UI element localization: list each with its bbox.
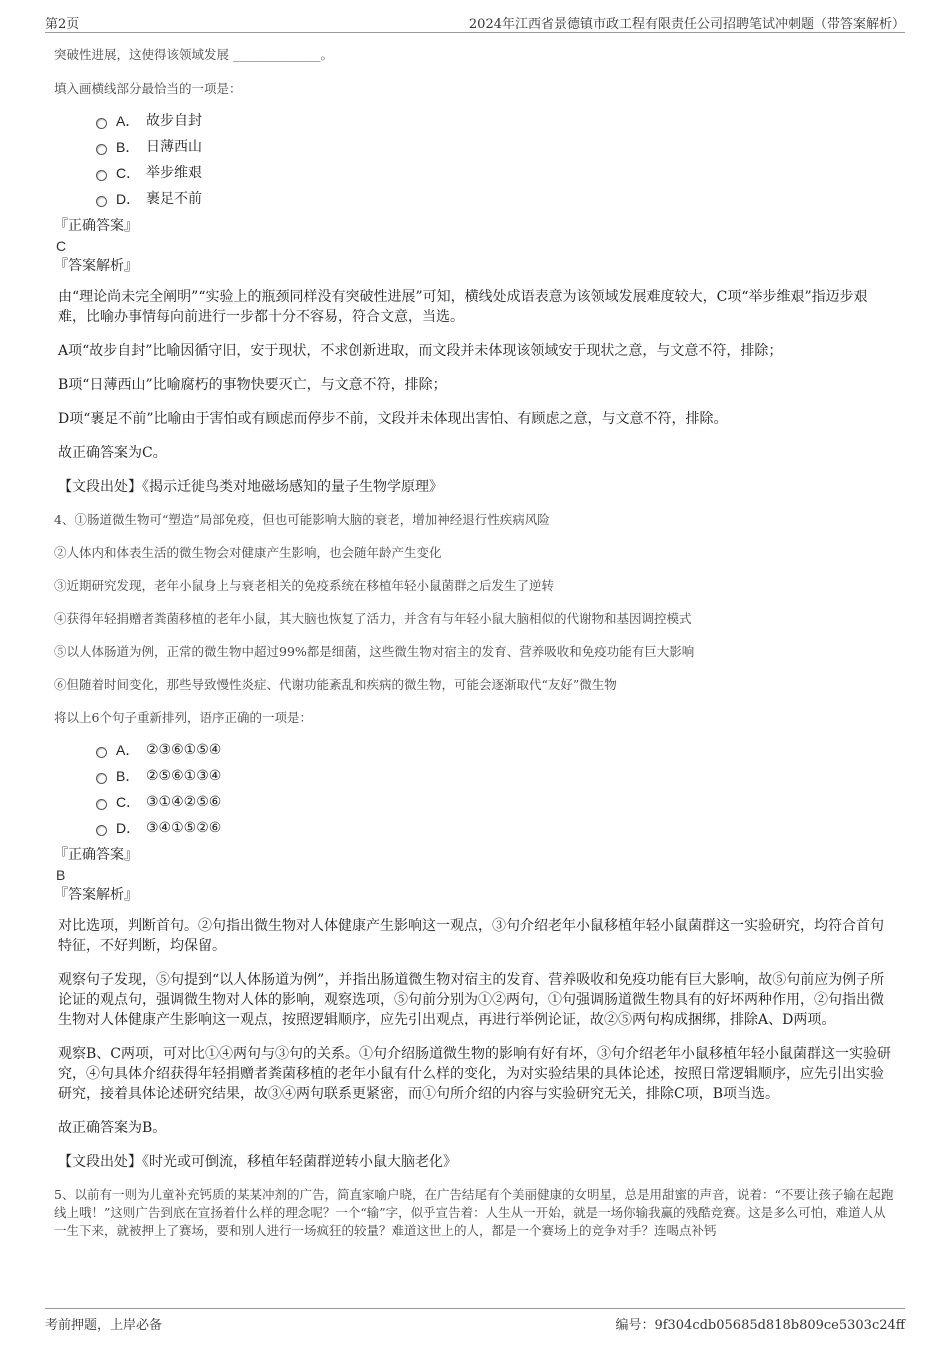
q3-options bbox=[96, 108, 894, 212]
option-letter: D． bbox=[116, 820, 141, 836]
option-letter: D． bbox=[116, 191, 141, 207]
q4-analysis-p3: 观察B、C两项，可对比①④两句与③句的关系。①句介绍肠道微生物的影响有好有坏，③句介绍老年小鼠移植年轻小鼠菌群这一实验研究，④句具体介绍获得年轻捐赠者粪菌移植的老年小鼠有什么样的变化，为对实验结果的具体论述，按照日常逻辑顺序，应先引出实验研究，接着具体论述研究结果，故③④两句联系更紧密，而①句所介绍的内容与实验研究无关，排除C项，B项当选。 bbox=[58, 1046, 891, 1102]
radio-button-icon[interactable] bbox=[96, 747, 107, 758]
option-text: ②③⑥①⑤④ bbox=[146, 742, 222, 758]
option-letter: B． bbox=[116, 139, 140, 155]
option-text: 裹足不前 bbox=[146, 191, 202, 207]
q4-options bbox=[96, 737, 894, 841]
radio-button-icon[interactable] bbox=[96, 773, 107, 784]
q4-answer-label: 『正确答案』 bbox=[54, 847, 138, 863]
q3-answer-label: 『正确答案』 bbox=[54, 218, 138, 234]
q5-text: 5、以前有一则为儿童补充钙质的某某冲剂的广告，简直家喻户晓，在广告结尾有个美丽健康的女明星，总是用甜蜜的声音，说着：“不要让孩子输在起跑线上哦！”这则广告到底在宣扬着什么样的理念呢？一个“输”字，似乎宣告着：人生从一开始，就是一场你输我赢的残酷竞赛。这是多么可怕，难道人从一生下来，就被押上了赛场，要和别人进行一场疯狂的较量？难道这世上的人，都是一个赛场上的竞争对手？连喝点补钙 bbox=[54, 1187, 894, 1238]
q3-analysis-p4: D项“裹足不前”比喻由于害怕或有顾虑而停步不前，文段并未体现出害怕、有顾虑之意，与文意不符，排除。 bbox=[58, 411, 728, 427]
option-letter: C． bbox=[116, 794, 141, 810]
q4-option-d[interactable] bbox=[96, 815, 894, 841]
q3-option-d[interactable] bbox=[96, 186, 894, 212]
radio-button-icon[interactable] bbox=[96, 799, 107, 810]
q4-analysis-p2: 观察句子发现，⑤句提到“以人体肠道为例”，并指出肠道微生物对宿主的发育、营养吸收和免疫功能有巨大影响，故⑤句前应为例子所论证的观点句，强调微生物对人体的影响，观察选项，⑤句前分别为①②两句，①句强调肠道微生物具有的好坏两种作用，②句指出微生物对人体健康产生影响这一观点，按照逻辑顺序，应先引出观点，再进行举例论证，故②⑤两句构成捆绑，排除A、D两项。 bbox=[58, 972, 885, 1028]
q4-source: 【文段出处】《时光或可倒流，移植年轻菌群逆转小鼠大脑老化》 bbox=[58, 1154, 457, 1170]
q4-sentence-1: 4、①肠道微生物可“塑造”局部免疫，但也可能影响大脑的衰老，增加神经退行性疾病风险 bbox=[54, 512, 550, 527]
footer-slogan: 考前押题，上岸必备 bbox=[45, 1318, 163, 1333]
q3-prompt: 填入画横线部分最恰当的一项是： bbox=[54, 81, 242, 96]
q3-analysis-label: 『答案解析』 bbox=[54, 258, 138, 274]
option-text: 故步自封 bbox=[146, 113, 202, 129]
option-letter: A． bbox=[116, 113, 140, 129]
q4-option-b[interactable] bbox=[96, 763, 894, 789]
radio-button-icon[interactable] bbox=[96, 144, 107, 155]
option-text: 举步维艰 bbox=[146, 165, 202, 181]
q3-stem-tail: 突破性进展，这使得该领域发展 ______________。 bbox=[54, 47, 333, 62]
q4-analysis-label: 『答案解析』 bbox=[54, 887, 138, 903]
q3-analysis-p1: 由“理论尚未完全阐明”“实验上的瓶颈同样没有突破性进展”可知，横线处成语表意为该领域发展难度较大，C项“举步维艰”指迈步艰难，比喻办事情每向前进行一步都十分不容易，符合文意，当选。 bbox=[58, 289, 868, 325]
q3-option-b[interactable] bbox=[96, 134, 894, 160]
q4-sentence-4: ④获得年轻捐赠者粪菌移植的老年小鼠，其大脑也恢复了活力，并含有与年轻小鼠大脑相似的代谢物和基因调控模式 bbox=[54, 611, 692, 626]
option-letter: B． bbox=[116, 768, 140, 784]
option-letter: A． bbox=[116, 742, 140, 758]
q4-sentence-2: ②人体内和体表生活的微生物会对健康产生影响，也会随年龄产生变化 bbox=[54, 545, 442, 560]
q3-analysis-p2: A项“故步自封”比喻因循守旧，安于现状，不求创新进取，而文段并未体现该领域安于现状之意，与文意不符，排除； bbox=[58, 343, 783, 359]
option-letter: C． bbox=[116, 165, 141, 181]
q4-analysis-p4: 故正确答案为B。 bbox=[58, 1120, 167, 1136]
q3-source: 【文段出处】《揭示迁徙鸟类对地磁场感知的量子生物学原理》 bbox=[58, 479, 443, 495]
q4-analysis-p1: 对比选项，判断首句。②句指出微生物对人体健康产生影响这一观点，③句介绍老年小鼠移植年轻小鼠菌群这一实验研究，均符合首句特征，不好判断，均保留。 bbox=[58, 918, 884, 954]
q4-answer: B bbox=[56, 867, 66, 883]
option-text: ③①④②⑤⑥ bbox=[146, 794, 222, 810]
q4-sentence-5: ⑤以人体肠道为例，正常的微生物中超过99%都是细菌，这些微生物对宿主的发育、营养吸收和免疫功能有巨大影响 bbox=[54, 644, 695, 659]
q3-analysis-p3: B项“日薄西山”比喻腐朽的事物快要灭亡，与文意不符，排除； bbox=[58, 377, 447, 393]
page-number: 第2页 bbox=[45, 17, 80, 32]
q4-sentence-3: ③近期研究发现，老年小鼠身上与衰老相关的免疫系统在移植年轻小鼠菌群之后发生了逆转 bbox=[54, 578, 555, 593]
option-text: 日薄西山 bbox=[146, 139, 202, 155]
radio-button-icon[interactable] bbox=[96, 118, 107, 129]
radio-button-icon[interactable] bbox=[96, 196, 107, 207]
option-text: ③④①⑤②⑥ bbox=[146, 820, 222, 836]
page-header bbox=[45, 10, 905, 33]
option-text: ②⑤⑥①③④ bbox=[146, 768, 222, 784]
page-footer bbox=[45, 1308, 905, 1333]
q4-prompt: 将以上6个句子重新排列，语序正确的一项是： bbox=[54, 710, 312, 725]
q4-sentence-6: ⑥但随着时间变化，那些导致慢性炎症、代谢功能紊乱和疾病的微生物，可能会逐渐取代“友好”微生物 bbox=[54, 677, 617, 692]
q3-option-c[interactable] bbox=[96, 160, 894, 186]
radio-button-icon[interactable] bbox=[96, 170, 107, 181]
q3-answer: C bbox=[56, 238, 67, 254]
document-title: 2024年江西省景德镇市政工程有限责任公司招聘笔试冲刺题（带答案解析） bbox=[468, 17, 905, 32]
footer-doc-id: 编号：9f304cdb05685d818b809ce5303c24ff bbox=[615, 1318, 905, 1333]
q3-option-a[interactable] bbox=[96, 108, 894, 134]
document-body bbox=[54, 46, 894, 1240]
q3-analysis-p5: 故正确答案为C。 bbox=[58, 445, 167, 461]
q4-option-a[interactable] bbox=[96, 737, 894, 763]
radio-button-icon[interactable] bbox=[96, 825, 107, 836]
q4-option-c[interactable] bbox=[96, 789, 894, 815]
